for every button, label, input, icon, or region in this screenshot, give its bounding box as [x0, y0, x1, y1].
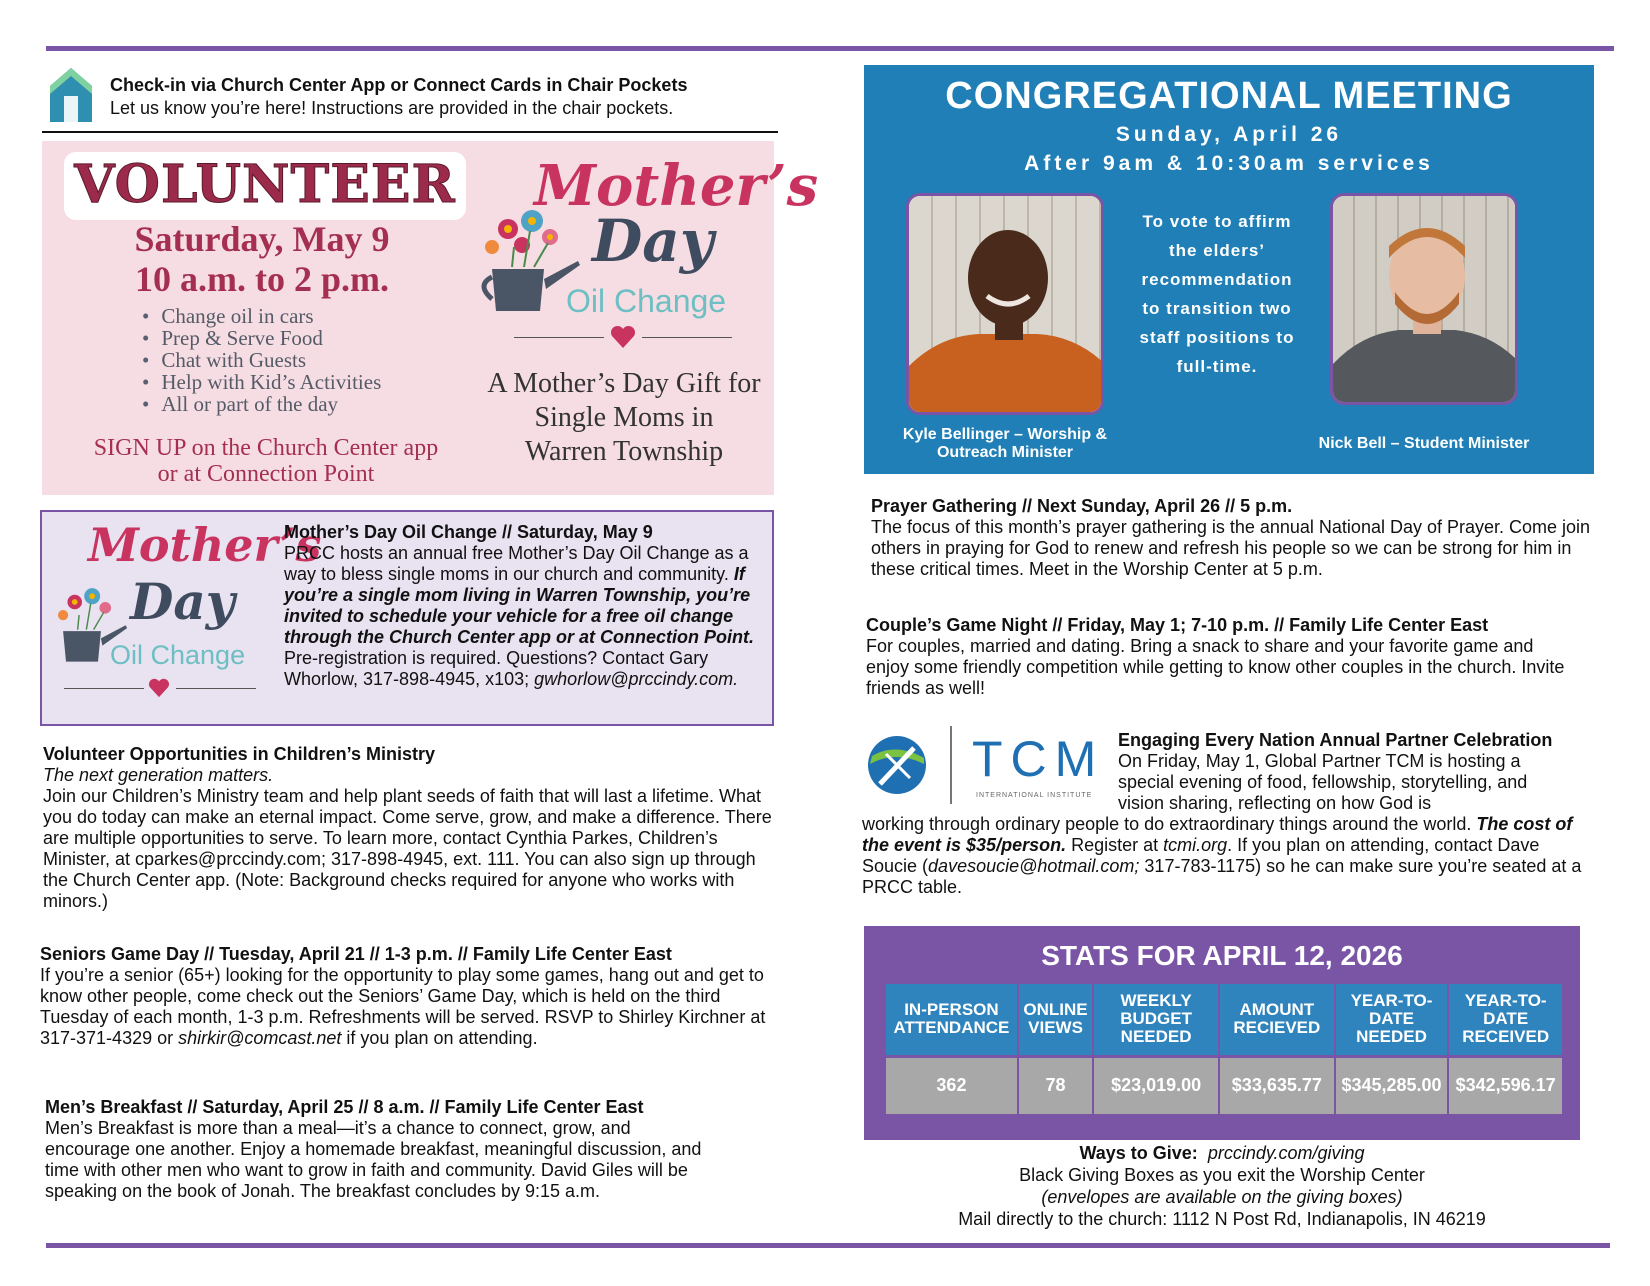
seniors-body-text: If you’re a senior (65+) looking for the opportunity to play some games, hang out and get to know other people, come check out the Seniors’ Game Day, which is held on the third Tuesday of each month, 1-3 p.m. Refreshments will be served. RSVP to Shirley Kirchner at 317-371-4329 or [40, 965, 766, 1048]
giving-mail-line: Mail directly to the church: 1112 N Post Rd, Indianapolis, IN 46219 [958, 1209, 1486, 1229]
tcm-body-text: 317-783-1175) so he can make sure you’re seated at a PRCC table. [862, 856, 1582, 897]
prayer-gathering-section [871, 496, 1601, 580]
stats-header: AMOUNT RECIEVED [1219, 984, 1335, 1056]
logo-divider-left [514, 337, 604, 338]
prayer-body: The focus of this month’s prayer gathering is the annual National Day of Prayer. Come join others in praying for God to renew and refresh his people so we can be strong for him in these critical times. Meet in the Worship Center at 5 p.m. [871, 517, 1591, 579]
mothers-day-oil-change-logo [474, 147, 819, 367]
oil-change-email: gwhorlow@prccindy.com. [534, 669, 739, 689]
logo-oil-change: Oil Change [566, 283, 727, 319]
childrens-ministry-section [43, 744, 773, 912]
stats-value: $342,596.17 [1448, 1056, 1562, 1114]
oil-change-emphasis: If you’re a single mom living in Warren Township, you’re invited to schedule your vehicle for a free oil change through the Church Center app or at Connection Point. [284, 564, 754, 647]
mens-breakfast-section [45, 1097, 715, 1202]
logo-oil-change: Oil Change [110, 640, 246, 670]
volunteer-task: • All or part of the day [162, 393, 381, 415]
oil-change-logo [48, 518, 322, 718]
logo-script-mothers: Mother’s [88, 518, 322, 572]
tcm-cost: The cost of the event is $35/person. [862, 814, 1573, 855]
purpose-line: recommendation [1141, 270, 1293, 289]
logo-divider-right [176, 688, 256, 689]
seniors-email: shirkir@comcast.net [178, 1028, 342, 1048]
checkin-section [46, 66, 776, 134]
tcm-globe-icon [866, 734, 928, 796]
stats-header: IN-PERSON ATTENDANCE [886, 984, 1018, 1056]
stats-header: ONLINE VIEWS [1018, 984, 1093, 1056]
mens-breakfast-body: Men’s Breakfast is more than a meal—it’s a chance to connect, grow, and encourage one another. Enjoy a homemade breakfast, meaningful discussion, and time with other men who want to grow in faith and community. David Giles will be speaking on the book of Jonah. The breakfast concludes by 9:15 a.m. [45, 1118, 702, 1201]
top-rule [46, 46, 1614, 51]
congregational-time: After 9am & 10:30am services [1024, 152, 1434, 175]
oil-change-section [40, 510, 774, 726]
checkin-subtitle: Let us know you’re here! Instructions are provided in the chair pockets. [110, 98, 674, 118]
logo-script-day: Day [592, 207, 714, 275]
heart-icon [610, 325, 636, 349]
church-center-app-icon [48, 66, 94, 124]
ways-to-give-section [862, 1142, 1582, 1230]
volunteer-signup-line2: or at Connection Point [157, 461, 375, 487]
person-portrait [909, 196, 1104, 415]
stats-table [886, 984, 1562, 1114]
couples-game-night-section [866, 615, 1566, 699]
tcm-title: Engaging Every Nation Annual Partner Celebration [1118, 730, 1553, 750]
nick-bell-photo [1330, 193, 1518, 405]
gift-line2: Single Moms in [534, 402, 714, 433]
stats-value: 362 [886, 1056, 1018, 1114]
mens-breakfast-title: Men’s Breakfast // Saturday, April 25 // 8 a.m. // Family Life Center East [45, 1097, 644, 1117]
kyle-bellinger-caption-line2: Outreach Minister [936, 444, 1074, 461]
seniors-title: Seniors Game Day // Tuesday, April 21 // 1-3 p.m. // Family Life Center East [40, 944, 672, 964]
volunteer-time: 10 a.m. to 2 p.m. [135, 259, 389, 299]
tcm-body-text: . If you plan on attending, contact Dave Soucie ( [862, 835, 1540, 876]
tcm-logo-text: TCM [972, 731, 1105, 787]
gift-line1: A Mother’s Day Gift for [487, 368, 761, 399]
seniors-body [40, 965, 772, 1049]
purpose-line: To vote to affirm [1142, 212, 1292, 231]
stats-value: 78 [1018, 1056, 1093, 1114]
logo-divider-right [642, 337, 732, 338]
volunteer-task: • Chat with Guests [162, 349, 381, 371]
stats-table-wrap [886, 984, 1562, 1114]
bottom-rule [46, 1243, 1610, 1248]
volunteer-task: • Change oil in cars [162, 305, 381, 327]
logo-divider-left [64, 688, 144, 689]
prayer-title: Prayer Gathering // Next Sunday, April 26 // 5 p.m. [871, 496, 1293, 516]
stats-header: YEAR-TO-DATE NEEDED [1335, 984, 1449, 1056]
stats-value: $33,635.77 [1219, 1056, 1335, 1114]
childrens-ministry-body: Join our Children’s Ministry team and help plant seeds of faith that will last a lifetime. What you do today can make an eternal impact. Come serve, grow, and make a difference. There are multiple opportunities to serve. To learn more, contact Cynthia Parkes, Children’s Minister, at cparkes@prccindy.com; 317-898-4945, ext. 111. You can also sign up through the Church Center app. (Note: Background checks required for anyone who works with minors.) [43, 786, 772, 911]
stats-value: $23,019.00 [1093, 1056, 1219, 1114]
tcm-site-link[interactable]: tcmi.org [1163, 835, 1228, 855]
volunteer-task: • Prep & Serve Food [162, 327, 381, 349]
purpose-line: the elders’ [1168, 241, 1266, 260]
person-portrait [1333, 196, 1518, 405]
congregational-meeting-banner [864, 65, 1594, 474]
volunteer-flyer [42, 141, 819, 495]
logo-script-mothers: Mother’s [534, 153, 819, 219]
giving-envelopes-note: (envelopes are available on the giving boxes) [1041, 1187, 1403, 1207]
oil-change-title: Mother’s Day Oil Change // Saturday, May 9 [284, 522, 653, 542]
checkin-title: Check-in via Church Center App or Connect Cards in Chair Pockets [110, 75, 688, 95]
couples-title: Couple’s Game Night // Friday, May 1; 7-10 p.m. // Family Life Center East [866, 615, 1489, 635]
volunteer-task: • Help with Kid’s Activities [162, 371, 381, 393]
congregational-date: Sunday, April 26 [1115, 123, 1343, 146]
volunteer-heading-box [64, 152, 466, 220]
congregational-purpose [1104, 207, 1330, 381]
tcm-body-bottom [862, 814, 1582, 898]
volunteer-heading: VOLUNTEER [74, 154, 456, 215]
seniors-section [40, 944, 772, 1049]
purpose-line: full-time. [1176, 357, 1258, 376]
stats-header: YEAR-TO-DATE RECEIVED [1448, 984, 1562, 1056]
stats-header-row [886, 984, 1562, 1056]
kyle-bellinger-photo [906, 193, 1104, 415]
childrens-ministry-title: Volunteer Opportunities in Children’s Ministry [43, 744, 436, 764]
stats-header: WEEKLY BUDGET NEEDED [1093, 984, 1219, 1056]
oil-change-body-text: PRCC hosts an annual free Mother’s Day Oil Change as a way to bless single moms in our church and community. [284, 543, 749, 584]
heart-icon [148, 678, 170, 698]
tcm-logo-subtitle: INTERNATIONAL INSTITUTE [976, 792, 1093, 799]
tcm-body-top: On Friday, May 1, Global Partner TCM is hosting a special evening of food, fellowship, storytelling, and vision sharing, reflecting on how God is [1118, 751, 1528, 813]
couples-body: For couples, married and dating. Bring a snack to share and your favorite game and enjoy some friendly competition while getting to know other couples in the church. Invite friends as well! [866, 636, 1565, 698]
tcm-body-text: working through ordinary people to do extraordinary things around the world. [862, 814, 1477, 834]
stats-title: STATS FOR APRIL 12, 2026 [1041, 940, 1403, 971]
childrens-ministry-tagline: The next generation matters. [43, 765, 274, 785]
ways-to-give-label: Ways to Give: [1079, 1143, 1198, 1163]
gift-line3: Warren Township [524, 436, 724, 467]
tcm-logo-divider [950, 726, 952, 804]
giving-boxes-line: Black Giving Boxes as you exit the Worship Center [1019, 1165, 1425, 1185]
stats-value-row [886, 1056, 1562, 1114]
volunteer-date: Saturday, May 9 [134, 219, 390, 259]
stats-panel [864, 926, 1580, 1140]
volunteer-task-list [162, 305, 381, 415]
nick-bell-caption: Nick Bell – Student Minister [1318, 435, 1530, 452]
ways-to-give-line [862, 1142, 1582, 1164]
kyle-bellinger-caption-line1: Kyle Bellinger – Worship & [902, 426, 1108, 443]
purpose-line: to transition two [1142, 299, 1292, 318]
logo-script-day: Day [130, 572, 235, 631]
oil-change-body-text: Pre-registration is required. Questions? Contact Gary Whorlow, 317-898-4945, x103; [284, 648, 709, 689]
volunteer-signup-line1: SIGN UP on the Church Center app [93, 435, 439, 461]
seniors-body-text: if you plan on attending. [341, 1028, 538, 1048]
congregational-title: CONGREGATIONAL MEETING [945, 75, 1513, 117]
tcm-email-link[interactable]: davesoucie@hotmail.com; [928, 856, 1140, 876]
stats-value: $345,285.00 [1335, 1056, 1449, 1114]
tcm-body-text: Register at [1066, 835, 1164, 855]
checkin-divider [42, 131, 778, 133]
tcm-section [862, 726, 1592, 912]
purpose-line: staff positions to [1139, 328, 1295, 347]
oil-change-body [284, 543, 760, 690]
giving-url-link[interactable]: prccindy.com/giving [1207, 1143, 1365, 1163]
